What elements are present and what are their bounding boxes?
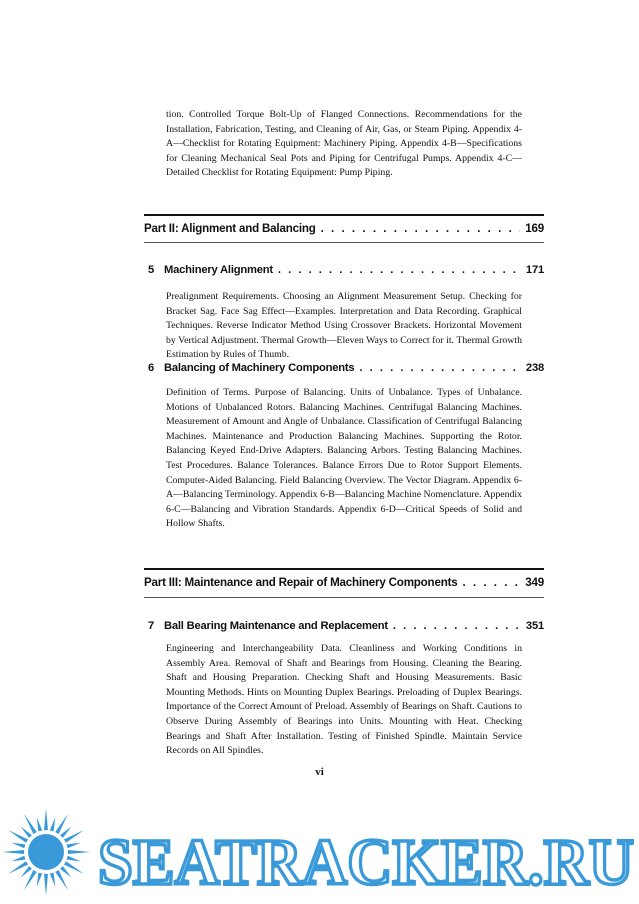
chapter5-number: 5 [148,264,155,276]
chapter5-page: 171 [525,264,544,276]
chapter7-number: 7 [148,620,155,632]
chapter6-number: 6 [148,362,155,374]
sun-ray [67,856,81,862]
sun-ray [2,850,24,854]
part3-page: 349 [525,576,544,589]
sun-ray [37,817,43,831]
intro-paragraph: tion. Controlled Torque Bolt-Up of Flanged Connections. Recommendations for the Installation, Fabrication, Testing, and Cleaning of Air, Gas, or Steam Piping. Appendix 4-A—Checklist for Rotating Equipment: Machinery Piping. Appendix 4-B—Specifications for Cleaning Mechanical Seal Pots and Piping for Centrifugal Pumps. Appendix 4-C—Detailed Checklist for Rotating Equipment: Pump Piping. [166,109,522,179]
chapter6-page: 238 [525,362,544,374]
part2-page: 169 [525,222,544,235]
chapter7-leader-dots [393,620,521,632]
sun-ray [37,873,43,887]
part3-rule-bottom [144,597,544,598]
part3-title: Part III: Maintenance and Repair of Machinery Components [144,576,458,589]
part2-rule-bottom [144,242,544,243]
part3-heading[interactable] [144,576,544,589]
part2-heading[interactable] [144,222,544,235]
chapter6-leader-dots [359,362,520,374]
part2-leader-dots [321,222,521,235]
chapter5-heading[interactable] [148,264,544,276]
chapter6-title: Balancing of Machinery Components [164,362,355,374]
chapter5-title: Machinery Alignment [164,264,273,276]
watermark-logo [0,804,639,904]
sun-ray [60,827,71,838]
sun-ray [44,808,48,830]
sun-ray [50,873,56,887]
chapter5-summary: Prealignment Requirements. Choosing an Alignment Measurement Setup. Checking for Bracket Sag. Face Sag Effect—Examples. Interpretation and Data Recording. Graphical Techniques. Reverse Indicator Method Using Crossover Brackets. Horizontal Movement by Vertical Adjustment. Thermal Growth—Eleven Ways to Correct for it. Thermal Growth Estimation by Rules of Thumb. [166,291,522,361]
part2-title: Part II: Alignment and Balancing [144,222,316,235]
page-number: vi [315,766,324,778]
part3-leader-dots [462,576,520,589]
part2-rule-top [144,214,544,216]
sun-ray [11,856,25,862]
sun-icon [2,808,90,896]
sun-disc [28,834,64,870]
chapter6-summary: Definition of Terms. Purpose of Balancing. Units of Unbalance. Types of Unbalance. Motions of Unbalanced Rotors. Balancing Machines. Centrifugal Balancing Machines. Measurement of Amount and Angle of Unbalance. Classification of Centrifugal Balancing Machines. Maintenance and Production Balancing Machines. Supporting the Rotor. Balancing Keyed End-Drive Adapters. Balancing Arbors. Testing Balancing Machines. Test Procedures. Balance Tolerances. Balance Errors Due to Rotor Support Elements. Computer-Aided Balancing. Field Balancing Overview. The Vector Diagram. Appendix 6-A—Balancing Terminology. Appendix 6-B—Balancing Machine Nomenclature. Appendix 6-C—Balancing and Vibration Standards. Appendix 6-D—Critical Speeds of Solid and Hollow Shafts. [166,387,523,530]
watermark-text: SEATRACKER.RU [98,826,634,899]
sun-ray [21,827,32,838]
chapter7-heading[interactable] [148,620,544,632]
sun-ray [67,843,81,849]
sun-ray [50,817,56,831]
sun-ray [21,866,32,877]
chapter7-title: Ball Bearing Maintenance and Replacement [164,620,388,632]
sun-ray [60,866,71,877]
chapter7-page: 351 [525,620,544,632]
chapter6-heading[interactable] [148,362,544,374]
part3-rule-top [144,568,544,570]
chapter7-summary: Engineering and Interchangeability Data. Cleanliness and Working Conditions in Assembly Area. Removal of Shaft and Bearings from Housing. Cleaning the Bearing. Shaft and Housing Preparation. Checking Shaft and Housing Measurements. Basic Mounting Methods. Hints on Mounting Duplex Bearings. Preloading of Duplex Bearings. Importance of the Correct Amount of Preload. Assembly of Bearings on Shaft. Cautions to Observe During Assembly of Bearings into Units. Mounting with Heat. Checking Bearings and Shaft After Installation. Testing of Finished Spindle. Maintain Service Records on All Spindles. [166,643,522,757]
sun-ray [11,843,25,849]
sun-ray [68,850,90,854]
sun-ray [44,874,48,896]
chapter5-leader-dots [278,264,521,276]
